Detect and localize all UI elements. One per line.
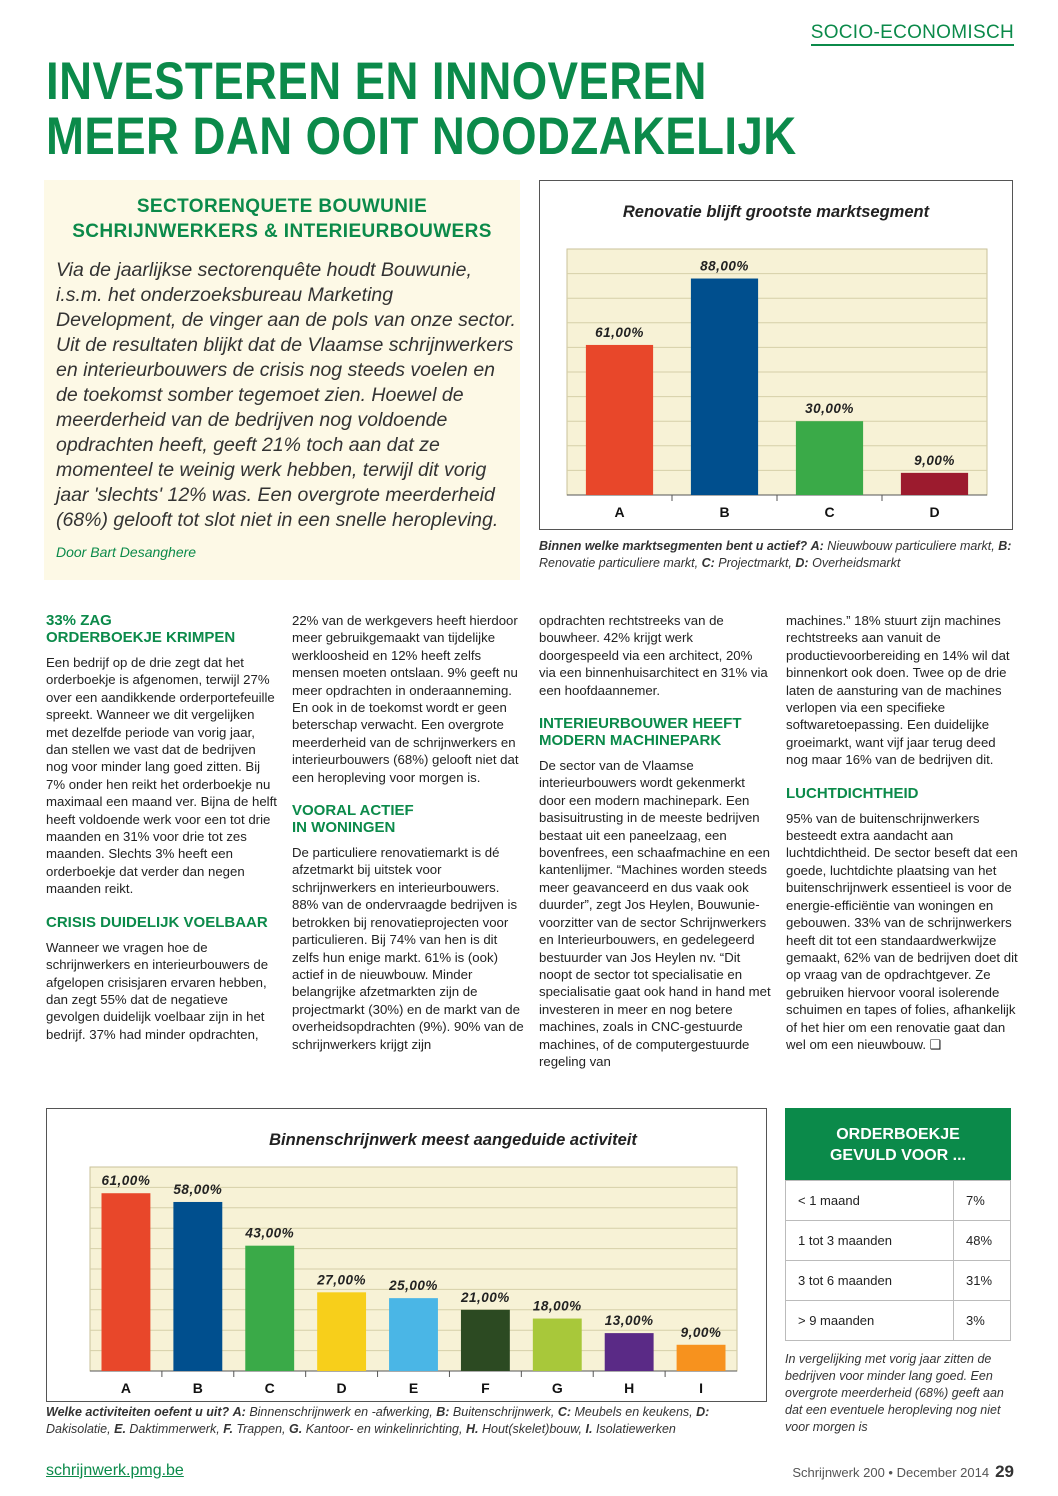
chart-title: Binnenschrijnwerk meest aangeduide activiteit bbox=[269, 1131, 637, 1149]
value-label: 9,00% bbox=[914, 452, 955, 468]
value-label: 58,00% bbox=[173, 1181, 223, 1197]
intro-box bbox=[44, 180, 520, 580]
value-label: 9,00% bbox=[680, 1324, 722, 1340]
bar-d bbox=[901, 473, 968, 495]
value-label: 61,00% bbox=[101, 1173, 151, 1189]
legend-text: Kantoor- en winkelinrichting, bbox=[305, 1422, 463, 1436]
legend-text: Overheidsmarkt bbox=[812, 556, 901, 570]
section-heading: LUCHTDICHTHEID bbox=[786, 784, 919, 802]
category-label: E bbox=[408, 1380, 419, 1396]
category-label: C bbox=[264, 1380, 275, 1396]
bar-h bbox=[605, 1333, 654, 1371]
table-row bbox=[786, 1181, 1011, 1221]
legend-text: Hout(skelet)bouw, bbox=[481, 1422, 583, 1436]
section-heading: INTERIEURBOUWER HEEFT MODERN MACHINEPARK bbox=[539, 715, 742, 750]
percentage-cell: 31% bbox=[954, 1261, 1011, 1301]
value-label: 43,00% bbox=[245, 1225, 295, 1241]
column-3 bbox=[539, 612, 771, 1070]
legend-text: Daktimmerwerk, bbox=[129, 1422, 220, 1436]
bar-e bbox=[389, 1298, 438, 1371]
value-label: 27,00% bbox=[317, 1272, 367, 1288]
bar-i bbox=[677, 1345, 726, 1371]
legend-key: G. bbox=[289, 1422, 303, 1436]
body-paragraph: De sector van de Vlaamse interieurbouwers wordt gekenmerkt door een modern machinepark. Een basisuitrusting in de meeste bedrijven bestaat uit een paneelzaag, een bovenfrees, een schaafmachine en een kantenlijmer. “Machines worden steeds meer geavanceerd en dus vaak ook duurder”, zegt Jos Heylen, Bouwunie-voorzitter van de sector Schrijnwerkers en Interieurbouwers, en gedelegeerd bestuurder van Jos Heylen nv. “Dit noopt de sector tot specialisatie en specialisatie gaat ook hand in hand met investeren in meer en nog betere machines, zoals in CNC-gestuurde machines, of de computergestuurde regeling van bbox=[539, 758, 771, 1069]
percentage-cell: 3% bbox=[954, 1301, 1011, 1341]
value-label: 21,00% bbox=[460, 1289, 510, 1305]
category-label: I bbox=[699, 1380, 704, 1396]
legend-key: F. bbox=[223, 1422, 233, 1436]
table-row bbox=[786, 1301, 1011, 1341]
activity-chart-svg bbox=[47, 1109, 766, 1401]
section-label: SOCIO-ECONOMISCH bbox=[811, 22, 1014, 46]
category-label: F bbox=[481, 1380, 490, 1396]
footer-issue bbox=[792, 1462, 1014, 1482]
intro-heading: SECTORENQUETE BOUWUNIE SCHRIJNWERKERS & INTERIEURBOUWERS bbox=[72, 196, 492, 242]
category-label: B bbox=[719, 504, 730, 520]
orderbox-title: ORDERBOEKJE GEVULD VOOR ... bbox=[785, 1108, 1011, 1180]
legend-key: A: bbox=[810, 539, 824, 553]
legend-text: Binnenschrijnwerk en -afwerking, bbox=[249, 1405, 433, 1419]
bar-a bbox=[586, 345, 653, 495]
category-label: D bbox=[336, 1380, 347, 1396]
bar-c bbox=[245, 1246, 294, 1371]
body-paragraph: Een bedrijf op de drie zegt dat het orderboekje is afgenomen, terwijl 27% over een aandikkende orderportefeuille spreekt. Wanneer we dit vergelijken met dezelfde periode van vorig jaar, dan stellen we vast dat de bedrijven nog voor minder lang goed zitten. Bij 7% onder hen reikt het orderboekje nu maximaal een maand ver. Bijna de helft heeft voldoende werk voor een tot drie maanden en 31% voor drie tot zes maanden. Slechts 3% heeft een orderboekje dat verder dan negen maanden reikt. bbox=[46, 655, 277, 897]
period-cell: > 9 maanden bbox=[786, 1301, 954, 1341]
orderbox-table bbox=[785, 1180, 1011, 1341]
value-label: 25,00% bbox=[389, 1278, 438, 1294]
column-1 bbox=[46, 612, 278, 1043]
orderbox bbox=[785, 1108, 1011, 1436]
activity-chart bbox=[46, 1108, 767, 1402]
period-cell: 3 tot 6 maanden bbox=[786, 1261, 954, 1301]
footer-issue-text: Schrijnwerk 200 • December 2014 bbox=[792, 1465, 990, 1480]
body-paragraph: De particuliere renovatiemarkt is dé afzetmarkt bij uitstek voor schrijnwerkers en interieurbouwers. 88% van de ondervraagde bedrijven is betrokken bij renovatieprojecten voor particulieren. Bij 74% van hen is dit zelfs hun enige markt. 61% is (ook) actief in de nieuwbouw. Minder belangrijke afzetmarkten zijn de projectmarkt (30%) en de markt van de overheidsopdrachten (9%). 90% van de schrijnwerkers krijgt zijn bbox=[292, 845, 524, 1052]
caption-question: Welke activiteiten oefent u uit? bbox=[46, 1405, 230, 1419]
headline: INVESTEREN EN INNOVEREN MEER DAN OOIT NOODZAKELIJK bbox=[46, 52, 797, 166]
legend-text: Buitenschrijnwerk, bbox=[452, 1405, 555, 1419]
value-label: 13,00% bbox=[604, 1313, 654, 1329]
bar-c bbox=[796, 421, 863, 495]
category-label: A bbox=[120, 1380, 132, 1396]
legend-key: D: bbox=[696, 1405, 710, 1419]
legend-text: Meubels en keukens, bbox=[574, 1405, 693, 1419]
legend-text: Renovatie particuliere markt, bbox=[539, 556, 699, 570]
category-label: B bbox=[192, 1380, 203, 1396]
bar-f bbox=[461, 1310, 510, 1371]
legend-key: A: bbox=[232, 1405, 246, 1419]
category-label: H bbox=[624, 1380, 635, 1396]
legend-text: Projectmarkt, bbox=[718, 556, 792, 570]
section-heading: 33% ZAG ORDERBOEKJE KRIMPEN bbox=[46, 612, 236, 646]
page-number: 29 bbox=[995, 1462, 1014, 1481]
body-paragraph: Wanneer we vragen hoe de schrijnwerkers en interieurbouwers de afgelopen crisisjaren ervaren hebben, dan zegt 55% dat de negatieve gevolgen duidelijk voelbaar zijn in het bedrijf. 37% had minder opdrachten, bbox=[46, 939, 269, 1042]
legend-text: Dakisolatie, bbox=[46, 1422, 111, 1436]
legend-key: B: bbox=[436, 1405, 450, 1419]
section-heading: CRISIS DUIDELIJK VOELBAAR bbox=[46, 913, 268, 931]
legend-key: D: bbox=[795, 556, 809, 570]
bar-b bbox=[173, 1202, 222, 1371]
category-label: D bbox=[929, 504, 940, 520]
legend-key: I. bbox=[585, 1422, 593, 1436]
market-segment-caption bbox=[539, 538, 1019, 572]
table-row bbox=[786, 1221, 1011, 1261]
bar-b bbox=[691, 279, 758, 495]
value-label: 61,00% bbox=[595, 324, 644, 340]
percentage-cell: 48% bbox=[954, 1221, 1011, 1261]
legend-text: Nieuwbouw particuliere markt, bbox=[827, 539, 995, 553]
period-cell: < 1 maand bbox=[786, 1181, 954, 1221]
value-label: 88,00% bbox=[700, 258, 749, 274]
category-label: C bbox=[824, 504, 835, 520]
orderbox-note: In vergelijking met vorig jaar zitten de bedrijven voor minder lang goed. Een overgrote meerderheid (68%) geeft aan dat een eventuele heropleving nog niet voor morgen is bbox=[785, 1352, 1004, 1434]
legend-text: Trappen, bbox=[236, 1422, 286, 1436]
intro-byline: Door Bart Desanghere bbox=[56, 544, 197, 560]
legend-text: Isolatiewerken bbox=[595, 1422, 676, 1436]
table-row bbox=[786, 1261, 1011, 1301]
value-label: 30,00% bbox=[805, 401, 854, 417]
legend-key: H. bbox=[465, 1422, 479, 1436]
column-4 bbox=[786, 612, 1018, 1053]
body-paragraph: 22% van de werkgevers heeft hierdoor meer gebruikgemaakt van tijdelijke werkloosheid en 12% heeft zelfs mensen moeten ontslaan. 9% geeft nu meer opdrachten in onderaanneming. En ook in de toekomst wordt er geen beterschap verwacht. Een overgrote meerderheid van de schrijnwerkers en interieurbouwers (68%) gelooft niet dat een heropleving voor morgen is. bbox=[292, 613, 519, 785]
body-paragraph: 95% van de buitenschrijnwerkers besteedt extra aandacht aan luchtdichtheid. De sector beseft dat een goede, luchtdichte plaatsing van het buitenschrijnwerk essentieel is voor de energie-efficiëntie van woningen en gebouwen. 33% van de schrijnwerkers heeft dit tot een standaardwerkwijze gemaakt, 62% van de bedrijven doet dit op vraag van de opdrachtgever. Ze gebruiken hiervoor vooral isolerende schuimen en tapes of folies, afhankelijk of het hier om een renovatie gaat dan wel om een nieuwbouw. ❑ bbox=[786, 810, 1018, 1052]
body-paragraph: opdrachten rechtstreeks van de bouwheer. 42% krijgt werk doorgespeeld via een architect, 20% via een binnenhuisarchitect en 31% via een hoofdaannemer. bbox=[539, 613, 768, 698]
legend-key: C: bbox=[557, 1405, 572, 1419]
footer-website[interactable]: schrijnwerk.pmg.be bbox=[46, 1462, 184, 1479]
section-heading: VOORAL ACTIEF IN WONINGEN bbox=[292, 802, 414, 837]
caption-question: Binnen welke marktsegmenten bent u actief? bbox=[539, 539, 808, 553]
market-segment-chart-svg bbox=[540, 181, 1012, 529]
legend-key: B: bbox=[998, 539, 1012, 553]
percentage-cell: 7% bbox=[954, 1181, 1011, 1221]
bar-a bbox=[102, 1193, 151, 1371]
intro-text: Via de jaarlijkse sectorenquête houdt Bouwunie, i.s.m. het onderzoeksbureau Marketing Development, de vinger aan de pols van onze sector. Uit de resultaten blijkt dat de Vlaamse schrijnwerkers en interieurbouwers de crisis nog steeds voelen en de toekomst somber tegemoet zien. Hoewel de meerderheid van de bedrijven nog voldoende opdrachten heeft, geeft 21% toch aan dat ze momenteel te weinig werk hebben, terwijl dit vorig jaar 'slechts' 12% was. Een overgrote meerderheid (68%) gelooft tot slot niet in een snelle heropleving. bbox=[56, 259, 516, 531]
market-segment-chart bbox=[539, 180, 1013, 530]
bar-g bbox=[533, 1319, 582, 1371]
legend-key: C: bbox=[701, 556, 715, 570]
body-paragraph: machines.” 18% stuurt zijn machines rechtstreeks aan vanuit de productievoorbereiding en 14% wil dat binnenkort ook doen. Twee op de drie laten de aansturing van de machines verlopen via een specifieke softwaretoepassing. Een duidelijke groeimarkt, want vijf jaar terug deed nog maar 16% van de bedrijven dit. bbox=[786, 613, 1010, 768]
category-label: G bbox=[551, 1380, 563, 1396]
legend-key: E. bbox=[114, 1422, 126, 1436]
bar-d bbox=[317, 1292, 366, 1371]
chart-title: Renovatie blijft grootste marktsegment bbox=[622, 203, 930, 221]
value-label: 18,00% bbox=[532, 1298, 582, 1314]
category-label: A bbox=[614, 504, 625, 520]
period-cell: 1 tot 3 maanden bbox=[786, 1221, 954, 1261]
activity-caption bbox=[46, 1404, 766, 1438]
column-2 bbox=[292, 612, 524, 1053]
